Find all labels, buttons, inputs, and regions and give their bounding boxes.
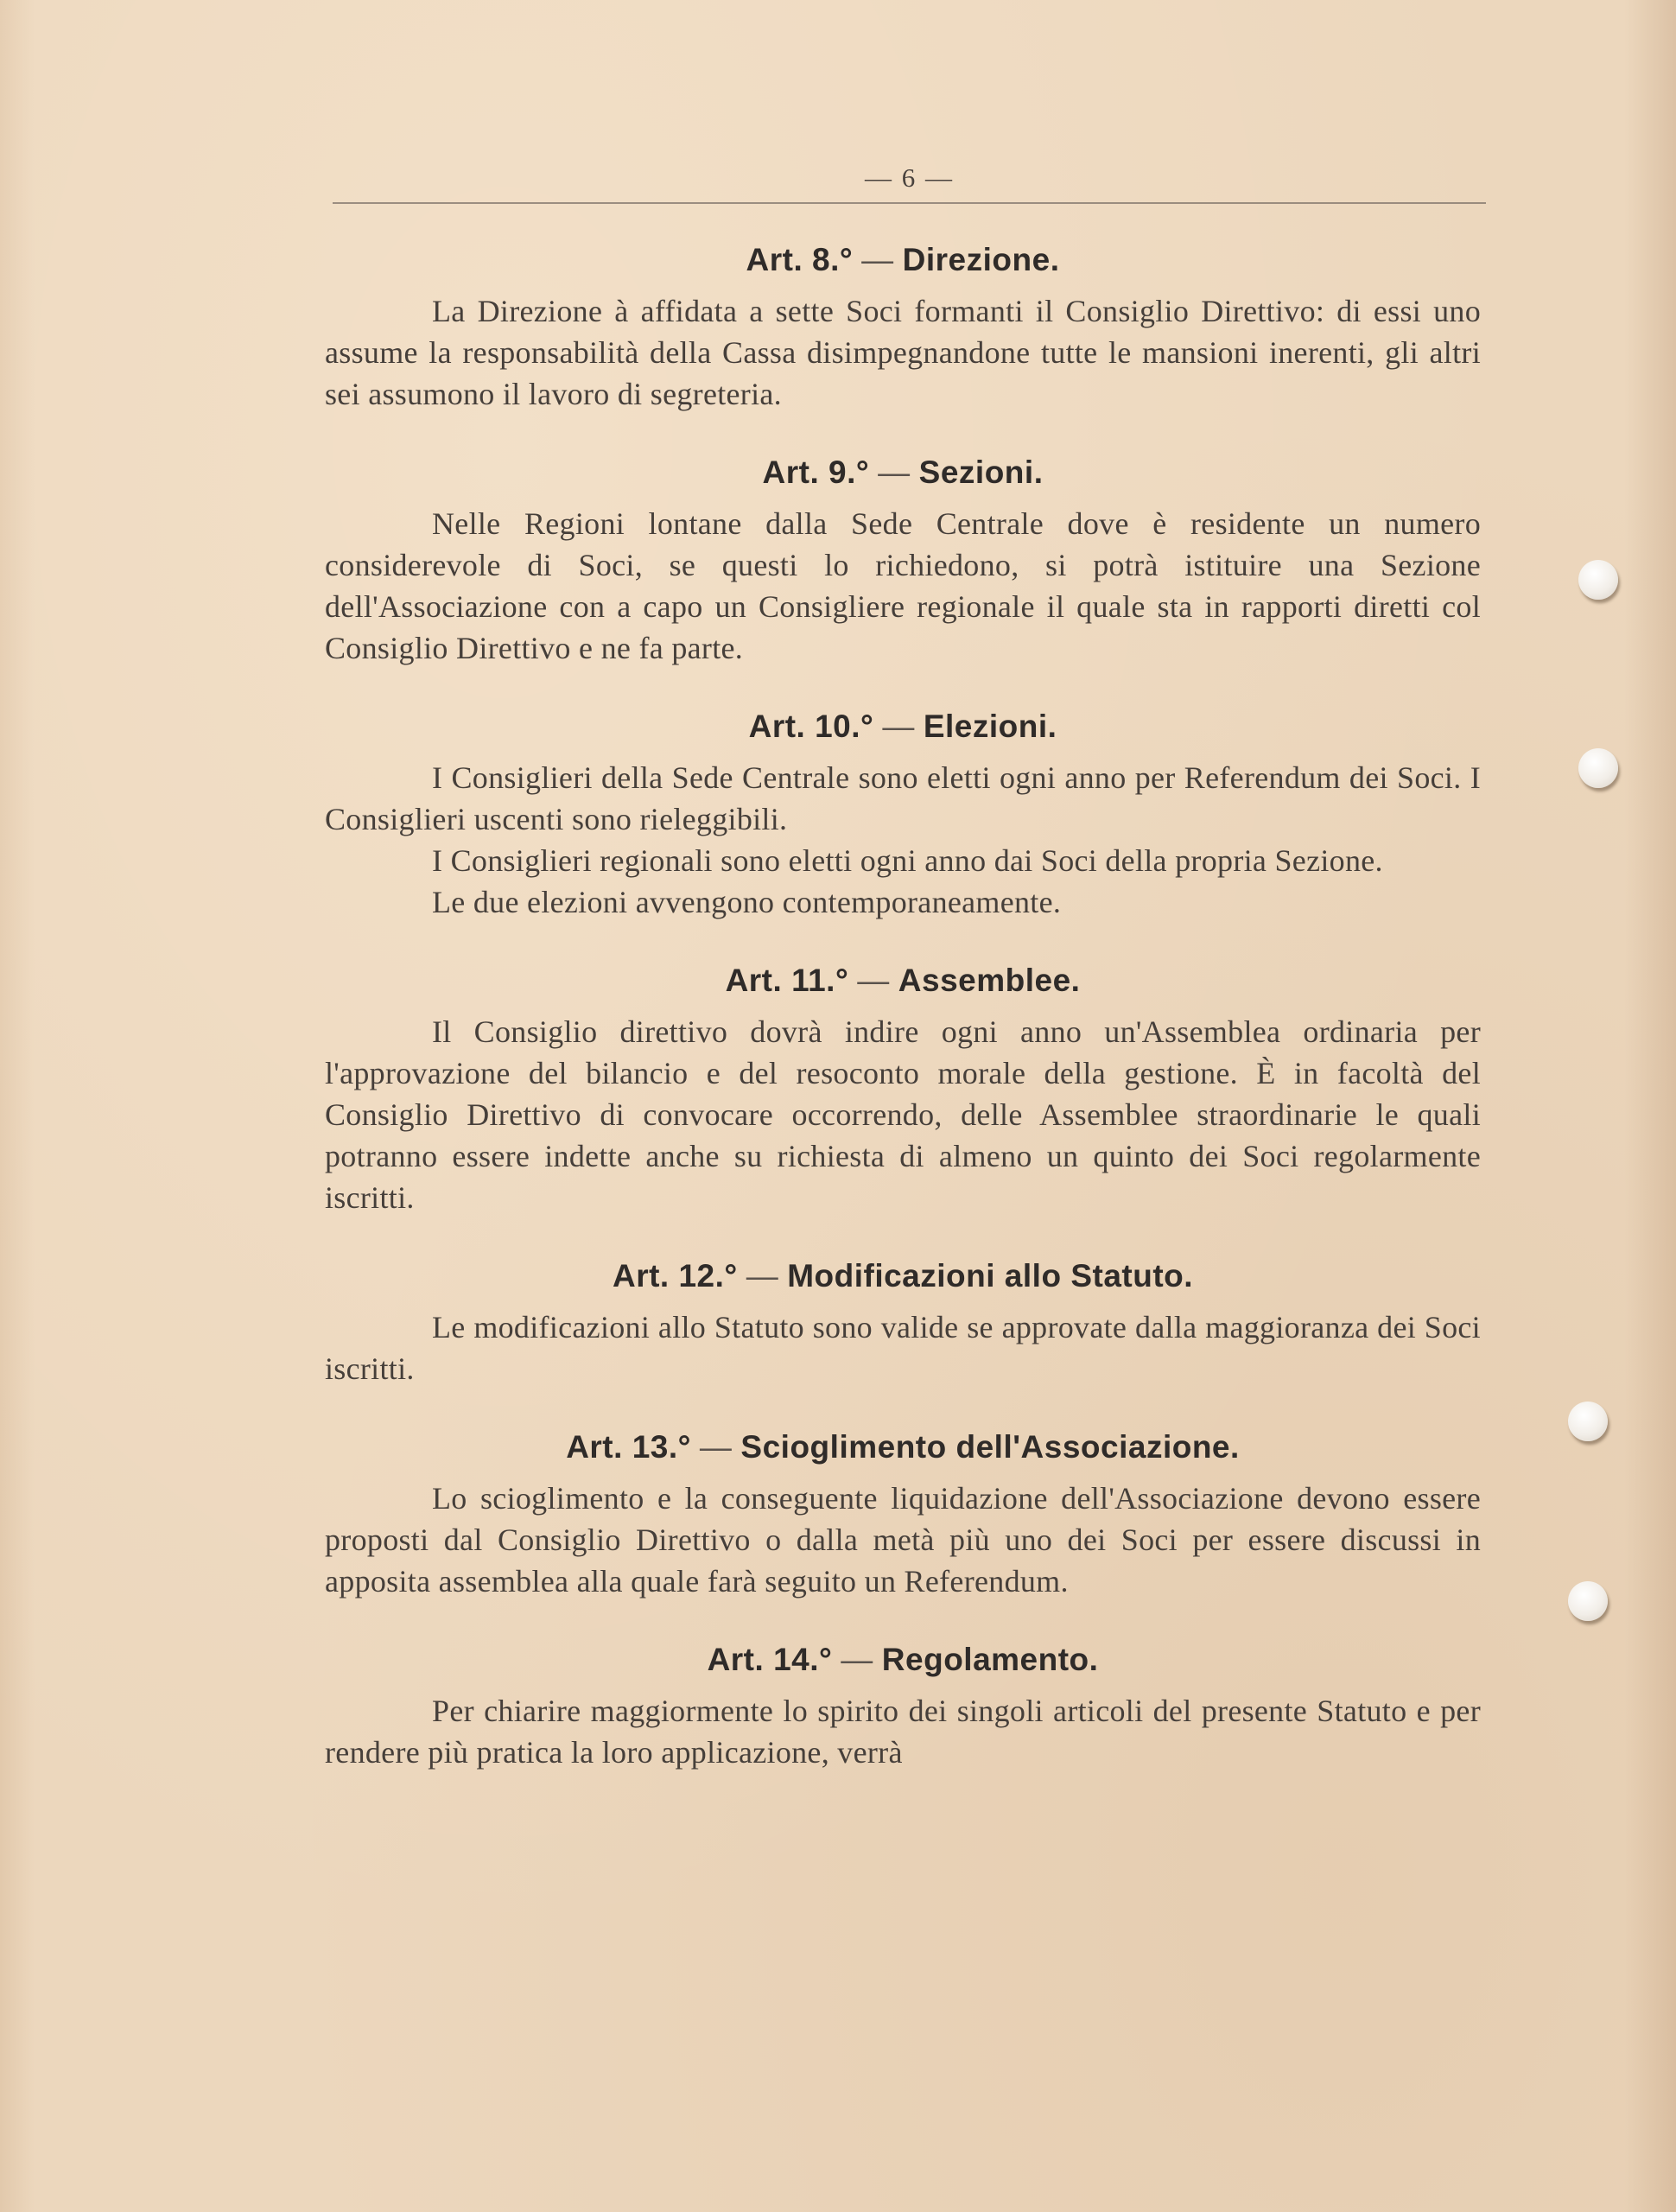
article-title: Scioglimento dell'Associazione.	[740, 1429, 1240, 1465]
article-number: Art. 12.°	[612, 1258, 738, 1294]
punch-hole	[1568, 1402, 1608, 1441]
article-paragraph: Nelle Regioni lontane dalla Sede Centrale dove è residente un numero considerevole di Soci, se questi lo richiedono, si potrà istituire una Sezione dell'Associazione con a capo un Consigliere regionale il quale sta in rapporti diretti col Consiglio Direttivo e ne fa parte.	[325, 506, 1481, 665]
article-paragraph: I Consiglieri regionali sono eletti ogni anno dai Soci della propria Sezione.	[432, 843, 1383, 878]
article-title: Regolamento.	[881, 1642, 1099, 1677]
article-paragraph: Lo scioglimento e la conseguente liquidazione dell'Associazione devono essere proposti dal Consiglio Direttivo o dalla metà più uno dei Soci per essere discussi in apposita assemblea alla quale farà seguito un Referendum.	[325, 1481, 1481, 1599]
article-heading	[325, 454, 1481, 491]
article-paragraph: Il Consiglio direttivo dovrà indire ogni anno un'Assemblea ordinaria per l'approvazione del bilancio e del resoconto morale della gestione. È in facoltà del Consiglio Direttivo di convocare occorrendo, delle Assemblee straordinarie le quali potranno essere indette anche su richiesta di almeno un quinto dei Soci regolarmente iscritti.	[325, 1014, 1481, 1215]
punch-hole	[1578, 748, 1618, 788]
article-13	[325, 1429, 1481, 1602]
article-number: Art. 10.°	[748, 709, 874, 744]
article-9	[325, 454, 1481, 669]
article-8	[325, 242, 1481, 415]
heading-dash: —	[699, 1429, 733, 1465]
document-body	[325, 242, 1481, 1813]
article-heading	[325, 1258, 1481, 1294]
heading-dash: —	[857, 963, 890, 998]
article-number: Art. 11.°	[725, 963, 849, 998]
article-number: Art. 13.°	[566, 1429, 691, 1465]
punch-hole	[1568, 1581, 1608, 1621]
article-heading	[325, 242, 1481, 278]
punch-hole	[1578, 560, 1618, 600]
article-10	[325, 709, 1481, 923]
article-heading	[325, 1429, 1481, 1465]
article-paragraph: Le due elezioni avvengono contemporaneamente.	[432, 885, 1062, 919]
article-paragraph: I Consiglieri della Sede Centrale sono eletti ogni anno per Referendum dei Soci. I Consiglieri uscenti sono rieleggibili.	[325, 760, 1481, 836]
article-paragraph: La Direzione à affidata a sette Soci formanti il Consiglio Direttivo: di essi uno assume la responsabilità della Cassa disimpegnandone tutte le mansioni inerenti, gli altri sei assumono il lavoro di segreteria.	[325, 294, 1481, 411]
article-number: Art. 9.°	[762, 454, 870, 490]
article-14	[325, 1642, 1481, 1773]
article-paragraph: Per chiarire maggiormente lo spirito dei singoli articoli del presente Statuto e per rendere più pratica la loro applicazione, verrà	[325, 1694, 1481, 1770]
heading-dash: —	[861, 242, 894, 277]
header-rule	[333, 202, 1486, 204]
article-11	[325, 963, 1481, 1218]
heading-dash: —	[746, 1258, 779, 1294]
page-header	[333, 162, 1486, 204]
heading-dash: —	[878, 454, 911, 490]
article-heading	[325, 963, 1481, 999]
article-paragraph: Le modificazioni allo Statuto sono valide se approvate dalla maggioranza dei Soci iscritti.	[325, 1310, 1481, 1386]
article-title: Assemblee.	[898, 963, 1081, 998]
article-number: Art. 8.°	[746, 242, 854, 277]
article-title: Elezioni.	[923, 709, 1057, 744]
heading-dash: —	[882, 709, 915, 744]
article-12	[325, 1258, 1481, 1389]
heading-dash: —	[841, 1642, 873, 1677]
article-heading	[325, 1642, 1481, 1678]
page-number: — 6 —	[865, 162, 954, 193]
article-number: Art. 14.°	[707, 1642, 833, 1677]
article-title: Sezioni.	[918, 454, 1044, 490]
article-heading	[325, 709, 1481, 745]
article-title: Modificazioni allo Statuto.	[787, 1258, 1194, 1294]
article-title: Direzione.	[902, 242, 1060, 277]
